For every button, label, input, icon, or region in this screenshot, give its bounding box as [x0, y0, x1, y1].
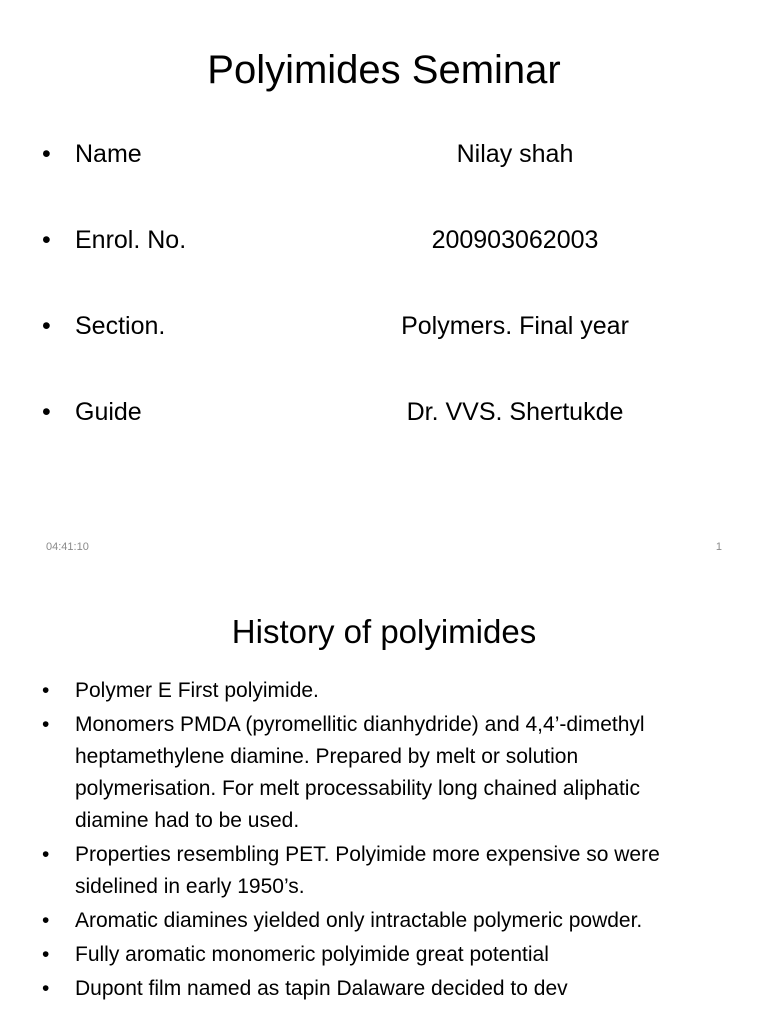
history-bullet-list	[0, 675, 768, 1007]
list-item-text: Fully aromatic monomeric polyimide great potential	[75, 943, 549, 966]
list-item-text: Polymer E First polyimide.	[75, 679, 319, 702]
list-item	[0, 675, 768, 707]
bullet-icon: •	[42, 679, 50, 702]
bullet-icon: •	[42, 909, 50, 932]
list-item	[0, 709, 768, 837]
bullet-icon: •	[42, 977, 50, 1000]
bullet-icon: •	[42, 398, 51, 426]
field-label: Guide	[75, 398, 142, 426]
field-value: Dr. VVS. Shertukde	[406, 398, 624, 426]
field-value: Nilay shah	[456, 140, 574, 168]
list-item-text: Properties resembling PET. Polyimide more expensive so were sidelined in early 1950’s.	[75, 843, 660, 898]
slide-history	[0, 576, 768, 1024]
field-row-enrol	[0, 226, 768, 266]
bullet-icon: •	[42, 843, 50, 866]
list-item	[0, 905, 768, 937]
list-item	[0, 839, 768, 903]
field-row-guide	[0, 398, 768, 438]
list-item	[0, 939, 768, 971]
slide-number: 1	[715, 541, 722, 553]
field-value: Polymers. Final year	[401, 312, 629, 340]
bullet-icon: •	[42, 713, 50, 736]
bullet-icon: •	[42, 312, 51, 340]
bullet-icon: •	[42, 140, 51, 168]
field-label: Section.	[75, 312, 166, 340]
list-item-text: Aromatic diamines yielded only intractable polymeric powder.	[75, 909, 643, 932]
list-item	[0, 973, 768, 1005]
field-value: 200903062003	[431, 226, 599, 254]
bullet-icon: •	[42, 226, 51, 254]
field-row-section	[0, 312, 768, 352]
field-row-name	[0, 140, 768, 180]
list-item-text: Dupont film named as tapin Dalaware decided to dev	[75, 977, 568, 1000]
field-label: Name	[75, 140, 142, 168]
field-label: Enrol. No.	[75, 226, 187, 254]
bullet-icon: •	[42, 943, 50, 966]
list-item-text: Monomers PMDA (pyromellitic dianhydride) and 4,4’-dimethyl heptamethylene diamine. Prepared by melt or solution polymerisation. For melt processability long chained aliphatic diamine had to be used.	[75, 713, 645, 832]
footer-time: 04:41:10	[46, 541, 89, 553]
slide-title: History of polyimides	[231, 613, 537, 650]
slide-title: Polyimides Seminar	[207, 48, 561, 92]
